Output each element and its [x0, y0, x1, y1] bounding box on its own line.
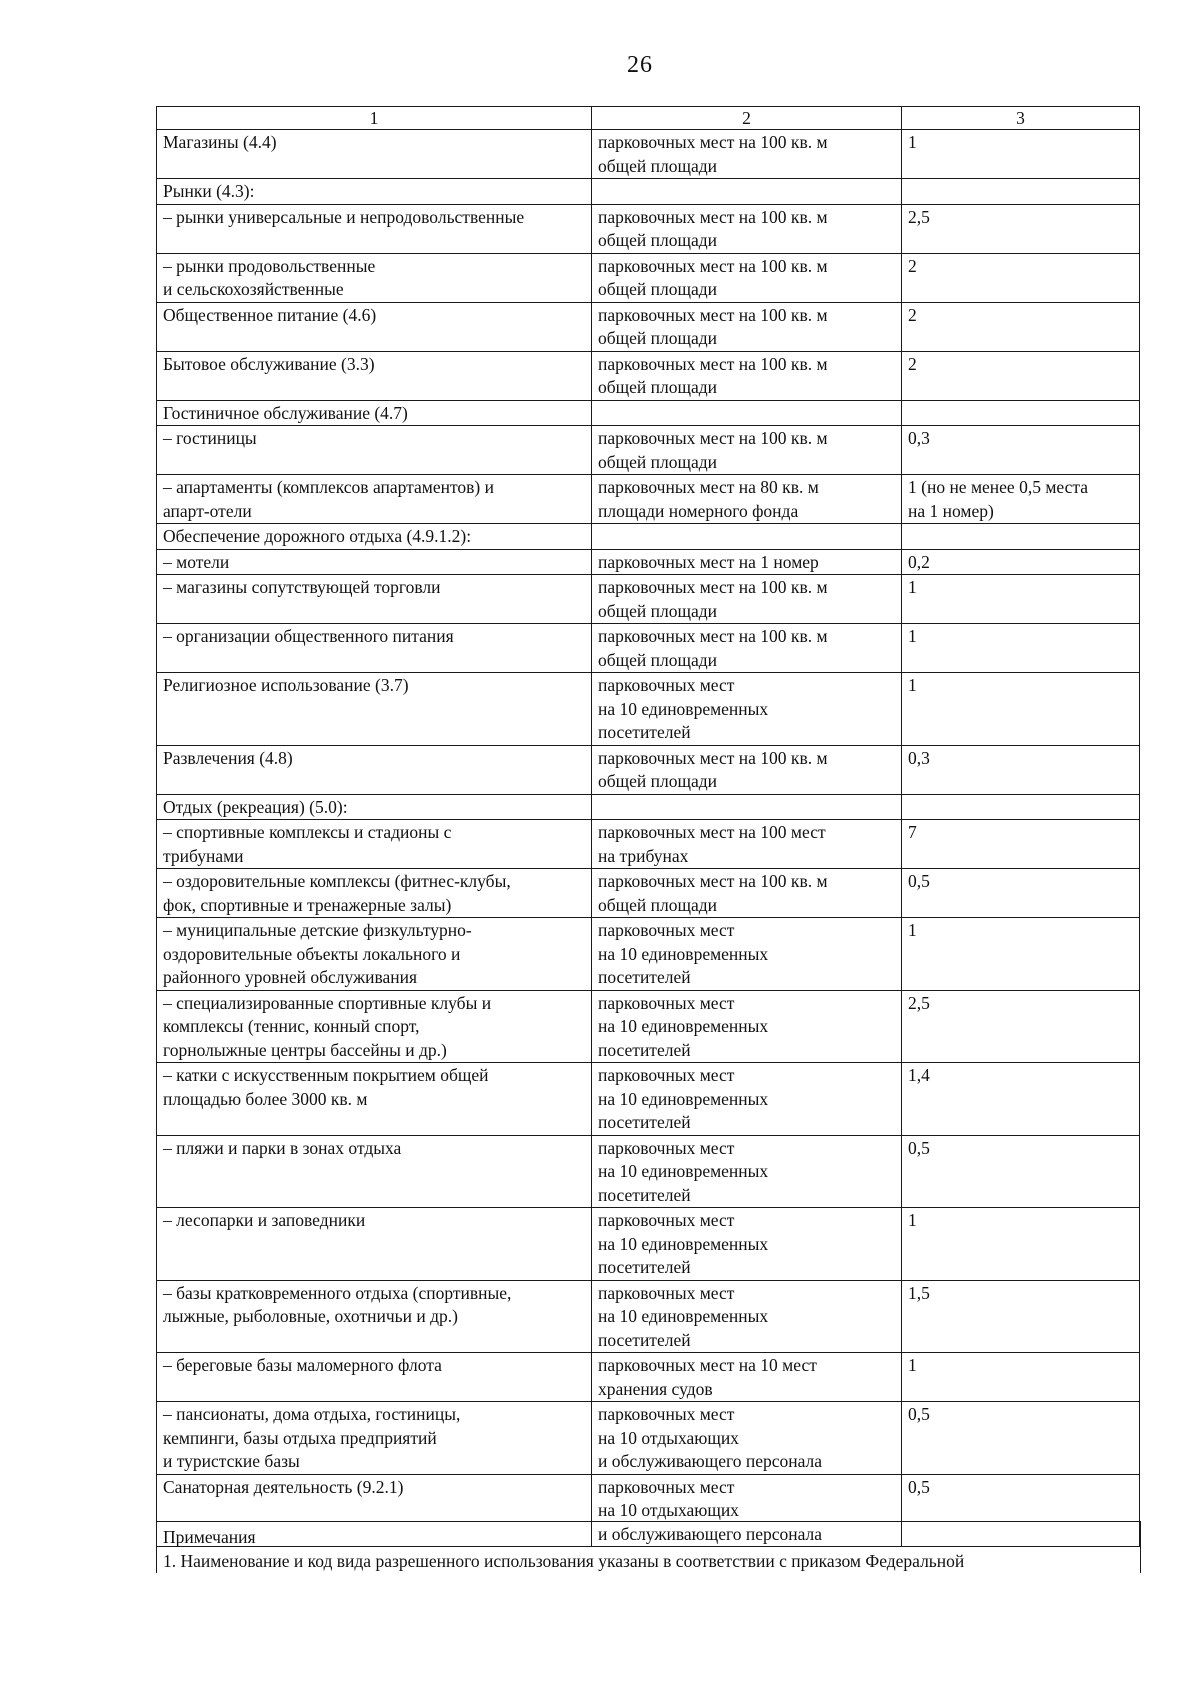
table-row — [157, 1135, 1140, 1208]
unit-cell: парковочных мест на 10 единовременных посетителей — [592, 673, 902, 746]
table-row — [157, 204, 1140, 253]
table-row — [157, 549, 1140, 575]
unit-cell: парковочных мест на 100 кв. м общей площади — [592, 624, 902, 673]
object-type-cell: – мотели — [157, 549, 592, 575]
unit-cell: парковочных мест на 100 кв. м общей площади — [592, 351, 902, 400]
unit-cell: парковочных мест на 100 кв. м общей площади — [592, 575, 902, 624]
unit-cell: парковочных мест на 100 кв. м общей площади — [592, 426, 902, 475]
unit-cell: парковочных мест на 10 отдыхающих и обслуживающего персонала — [592, 1474, 902, 1547]
object-type-cell: – рынки продовольственные и сельскохозяйственные — [157, 253, 592, 302]
table-row — [157, 1063, 1140, 1136]
norm-value-cell: 2,5 — [902, 204, 1140, 253]
norm-value-cell: 1 (но не менее 0,5 места на 1 номер) — [902, 475, 1140, 524]
notes-title: Примечания — [163, 1527, 256, 1547]
norm-value-cell: 1,5 — [902, 1280, 1140, 1353]
norm-value-cell: 2,5 — [902, 990, 1140, 1063]
object-type-cell: Отдых (рекреация) (5.0): — [157, 794, 592, 820]
table-row — [157, 673, 1140, 746]
norm-value-cell: 1 — [902, 1353, 1140, 1402]
table-row — [157, 575, 1140, 624]
norm-value-cell: 0,3 — [902, 745, 1140, 794]
unit-cell: парковочных мест на 100 кв. м общей площади — [592, 869, 902, 918]
unit-cell: парковочных мест на 100 кв. м общей площади — [592, 253, 902, 302]
norm-value-cell — [902, 794, 1140, 820]
unit-cell: парковочных мест на 100 кв. м общей площади — [592, 745, 902, 794]
object-type-cell: – катки с искусственным покрытием общей площадью более 3000 кв. м — [157, 1063, 592, 1136]
table-row — [157, 302, 1140, 351]
object-type-cell: – пляжи и парки в зонах отдыха — [157, 1135, 592, 1208]
unit-cell: парковочных мест на 10 отдыхающих и обслуживающего персонала — [592, 1402, 902, 1475]
unit-cell: парковочных мест на 100 кв. м общей площади — [592, 302, 902, 351]
unit-cell: парковочных мест на 100 кв. м общей площади — [592, 130, 902, 179]
header-cell-3: 3 — [902, 107, 1140, 130]
object-type-cell: – лесопарки и заповедники — [157, 1208, 592, 1281]
table-row — [157, 524, 1140, 550]
object-type-cell: – пансионаты, дома отдыха, гостиницы, кемпинги, базы отдыха предприятий и туристские базы — [157, 1402, 592, 1475]
object-type-cell: – апартаменты (комплексов апартаментов) и апарт-отели — [157, 475, 592, 524]
object-type-cell: – базы кратковременного отдыха (спортивные, лыжные, рыболовные, охотничьи и др.) — [157, 1280, 592, 1353]
norm-value-cell: 1 — [902, 918, 1140, 991]
unit-cell: парковочных мест на 10 единовременных посетителей — [592, 1280, 902, 1353]
unit-cell — [592, 400, 902, 426]
table-row — [157, 351, 1140, 400]
table-row — [157, 1353, 1140, 1402]
norm-value-cell: 1,4 — [902, 1063, 1140, 1136]
table-header-row — [157, 107, 1140, 130]
object-type-cell: – спортивные комплексы и стадионы с трибунами — [157, 820, 592, 869]
object-type-cell: Бытовое обслуживание (3.3) — [157, 351, 592, 400]
unit-cell: парковочных мест на 10 мест хранения судов — [592, 1353, 902, 1402]
norm-value-cell: 1 — [902, 1208, 1140, 1281]
table-row — [157, 990, 1140, 1063]
table-row — [157, 794, 1140, 820]
norm-value-cell: 1 — [902, 673, 1140, 746]
norm-value-cell: 1 — [902, 130, 1140, 179]
norm-value-cell: 2 — [902, 351, 1140, 400]
object-type-cell: – магазины сопутствующей торговли — [157, 575, 592, 624]
unit-cell — [592, 524, 902, 550]
norm-value-cell — [902, 400, 1140, 426]
object-type-cell: – гостиницы — [157, 426, 592, 475]
object-type-cell: Общественное питание (4.6) — [157, 302, 592, 351]
table-row — [157, 1208, 1140, 1281]
table-row — [157, 869, 1140, 918]
unit-cell — [592, 794, 902, 820]
unit-cell: парковочных мест на 10 единовременных посетителей — [592, 990, 902, 1063]
norm-value-cell: 0,5 — [902, 1474, 1140, 1547]
header-cell-1: 1 — [157, 107, 592, 130]
norm-value-cell: 0,5 — [902, 1135, 1140, 1208]
unit-cell: парковочных мест на 10 единовременных посетителей — [592, 918, 902, 991]
unit-cell: парковочных мест на 10 единовременных посетителей — [592, 1063, 902, 1136]
norm-value-cell: 0,3 — [902, 426, 1140, 475]
unit-cell — [592, 179, 902, 205]
table-row — [157, 1280, 1140, 1353]
object-type-cell: Рынки (4.3): — [157, 179, 592, 205]
norm-value-cell: 0,5 — [902, 1402, 1140, 1475]
norm-value-cell: 1 — [902, 624, 1140, 673]
table-row — [157, 745, 1140, 794]
norm-value-cell: 7 — [902, 820, 1140, 869]
object-type-cell: Развлечения (4.8) — [157, 745, 592, 794]
table-row — [157, 253, 1140, 302]
object-type-cell: – оздоровительные комплексы (фитнес-клубы, фок, спортивные и тренажерные залы) — [157, 869, 592, 918]
object-type-cell: Санаторная деятельность (9.2.1) — [157, 1474, 592, 1547]
header-cell-2: 2 — [592, 107, 902, 130]
table-row — [157, 179, 1140, 205]
object-type-cell: – муниципальные детские физкультурно- оздоровительные объекты локального и районного уровней обслуживания — [157, 918, 592, 991]
unit-cell: парковочных мест на 10 единовременных посетителей — [592, 1135, 902, 1208]
object-type-cell: – организации общественного питания — [157, 624, 592, 673]
object-type-cell: – специализированные спортивные клубы и комплексы (теннис, конный спорт, горнолыжные центры бассейны и др.) — [157, 990, 592, 1063]
object-type-cell: Магазины (4.4) — [157, 130, 592, 179]
unit-cell: парковочных мест на 100 кв. м общей площади — [592, 204, 902, 253]
table-row — [157, 475, 1140, 524]
norm-value-cell: 2 — [902, 302, 1140, 351]
table-row — [157, 426, 1140, 475]
object-type-cell: – рынки универсальные и непродовольственные — [157, 204, 592, 253]
unit-cell: парковочных мест на 100 мест на трибунах — [592, 820, 902, 869]
table-row — [157, 918, 1140, 991]
notes-line-1: 1. Наименование и код вида разрешенного использования указаны в соответствии с приказом Федеральной — [163, 1551, 965, 1571]
table-row — [157, 400, 1140, 426]
norm-value-cell — [902, 524, 1140, 550]
parking-norms-table — [156, 106, 1140, 1547]
norm-value-cell: 0,5 — [902, 869, 1140, 918]
page-number: 26 — [627, 52, 653, 78]
object-type-cell: Гостиничное обслуживание (4.7) — [157, 400, 592, 426]
unit-cell: парковочных мест на 80 кв. м площади номерного фонда — [592, 475, 902, 524]
table-row — [157, 1402, 1140, 1475]
object-type-cell: – береговые базы маломерного флота — [157, 1353, 592, 1402]
table-row — [157, 624, 1140, 673]
table-row — [157, 130, 1140, 179]
table-row — [157, 820, 1140, 869]
unit-cell: парковочных мест на 10 единовременных посетителей — [592, 1208, 902, 1281]
norm-value-cell: 0,2 — [902, 549, 1140, 575]
norm-value-cell: 1 — [902, 575, 1140, 624]
unit-cell: парковочных мест на 1 номер — [592, 549, 902, 575]
norm-value-cell — [902, 179, 1140, 205]
object-type-cell: Обеспечение дорожного отдыха (4.9.1.2): — [157, 524, 592, 550]
notes-section — [156, 1521, 1141, 1573]
norm-value-cell: 2 — [902, 253, 1140, 302]
object-type-cell: Религиозное использование (3.7) — [157, 673, 592, 746]
